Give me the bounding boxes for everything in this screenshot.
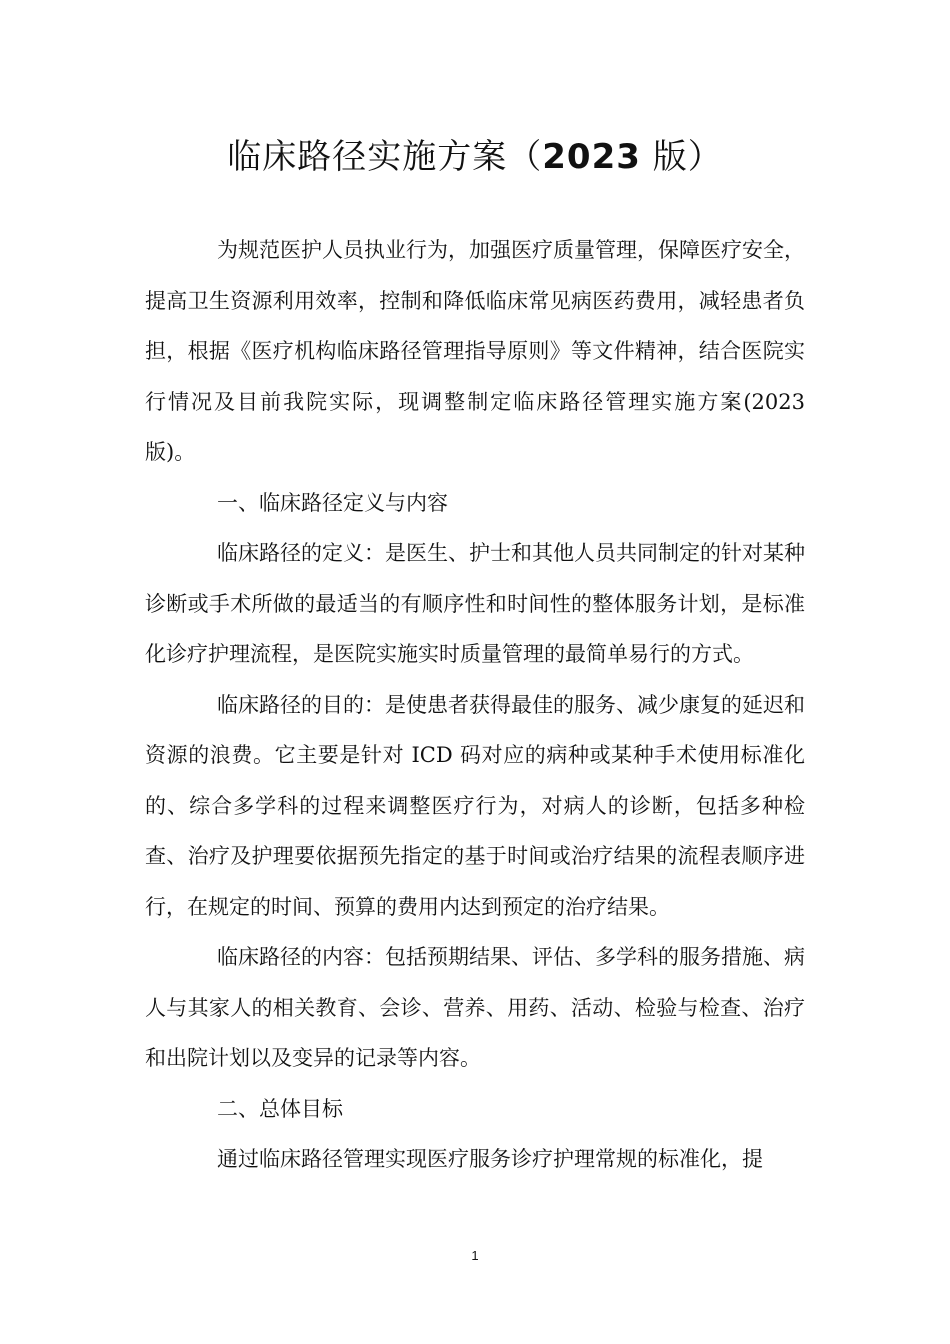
title-year-text: 2023 <box>542 137 641 177</box>
goal-paragraph: 通过临床路径管理实现医疗服务诊疗护理常规的标准化，提 <box>217 1147 763 1171</box>
document-title <box>0 132 950 182</box>
page-number: 1 <box>471 1248 479 1263</box>
title-main-text: 临床路径实施方案（ <box>227 137 543 177</box>
title-suffix-text: 版） <box>640 137 723 177</box>
section-heading-1: 一、临床路径定义与内容 <box>217 490 448 515</box>
definition-paragraph: 临床路径的定义：是医生、护士和其他人员共同制定的针对某种诊断或手术所做的最适当的有顺序性和时间性的整体服务计划，是标准化诊疗护理流程，是医院实施实时质量管理的最简单易行的方式。 <box>145 541 805 666</box>
document-body <box>145 225 805 1185</box>
section-heading-2: 二、总体目标 <box>217 1096 343 1121</box>
content-paragraph: 临床路径的内容：包括预期结果、评估、多学科的服务措施、病人与其家人的相关教育、会诊、营养、用药、活动、检验与检查、治疗和出院计划以及变异的记录等内容。 <box>145 945 805 1070</box>
intro-paragraph: 为规范医护人员执业行为，加强医疗质量管理，保障医疗安全，提高卫生资源利用效率，控制和降低临床常见病医药费用，减轻患者负担，根据《医疗机构临床路径管理指导原则》等文件精神，结合医院实行情况及目前我院实际，现调整制定临床路径管理实施方案(2023 版)。 <box>145 238 805 464</box>
purpose-paragraph: 临床路径的目的：是使患者获得最佳的服务、减少康复的延迟和资源的浪费。它主要是针对 ICD 码对应的病种或某种手术使用标准化的、综合多学科的过程来调整医疗行为，对病人的诊断，包括多种检查、治疗及护理要依据预先指定的基于时间或治疗结果的流程表顺序进行，在规定的时间、预算的费用内达到预定的治疗结果。 <box>145 692 805 919</box>
